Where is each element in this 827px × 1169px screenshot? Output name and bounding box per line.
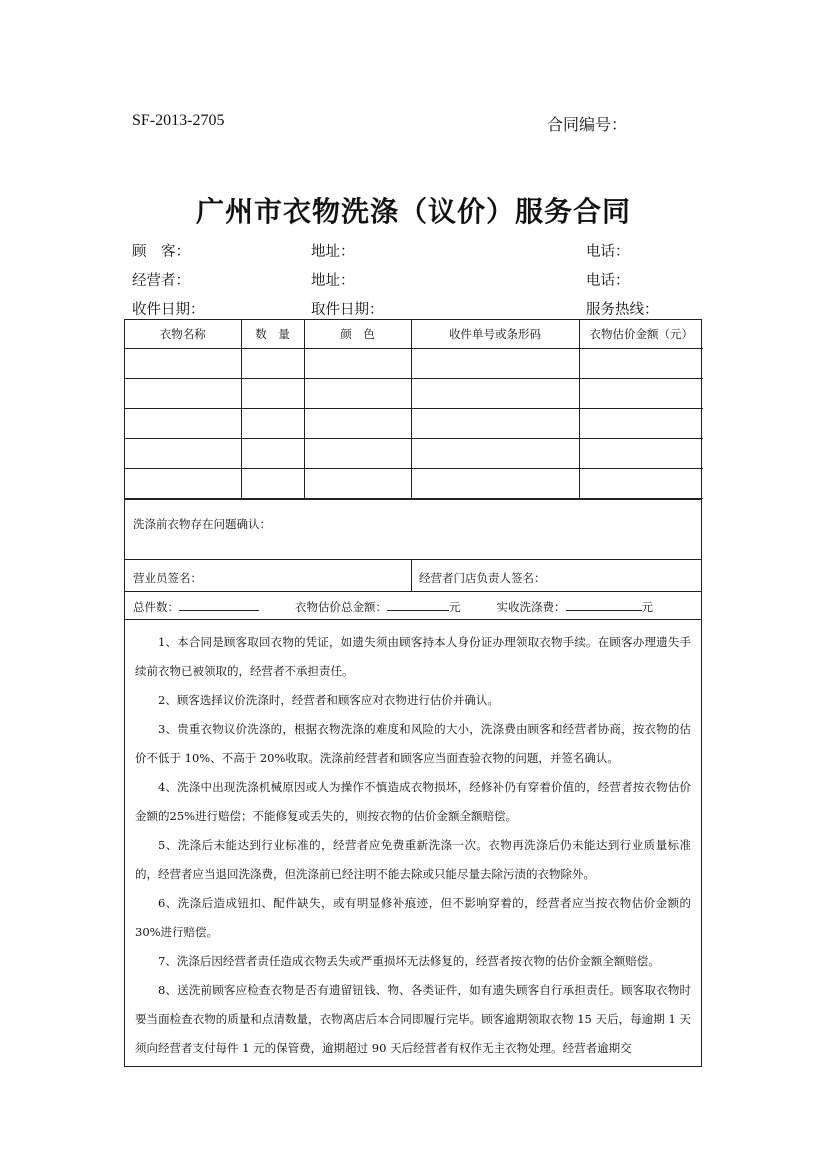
table-cell[interactable]: [125, 469, 241, 499]
table-row: [125, 469, 703, 499]
term-item: 4、洗涤中出现洗涤机械原因或人为操作不慎造成衣物损坏，经修补仍有穿着价值的，经营者按衣物估价金额的25%进行赔偿；不能修复或丢失的，则按衣物的估价金额全额赔偿。: [135, 780, 691, 823]
total-valuation-field[interactable]: [387, 598, 449, 611]
contract-form: [124, 319, 702, 1067]
customer-label: 顾 客：: [132, 244, 190, 260]
table-cell[interactable]: [304, 379, 411, 409]
clerk-signature-label: 营业员签名：: [133, 571, 202, 585]
table-cell[interactable]: [304, 439, 411, 469]
table-cell[interactable]: [304, 349, 411, 379]
table-row: [125, 439, 703, 469]
table-row: [125, 409, 703, 439]
table-cell[interactable]: [241, 409, 304, 439]
term-item: 5、洗涤后未能达到行业标准的，经营者应免费重新洗涤一次。衣物再洗涤后仍未能达到行业质量标准的，经营者应当退回洗涤费，但洗涤前已经注明不能去除或只能尽量去除污渍的衣物除外。: [135, 838, 691, 881]
table-row: [125, 379, 703, 409]
table-cell[interactable]: [241, 439, 304, 469]
total-count-field[interactable]: [179, 598, 259, 611]
table-cell[interactable]: [579, 469, 703, 499]
table-cell[interactable]: [579, 379, 703, 409]
table-cell[interactable]: [579, 439, 703, 469]
manager-signature-label: 经营者门店负责人签名：: [419, 571, 546, 585]
document-code: SF-2013-2705: [132, 112, 225, 129]
table-cell[interactable]: [125, 379, 241, 409]
pickup-date-label: 取件日期：: [311, 302, 384, 318]
header-receipt-barcode: 收件单号或条形码: [411, 320, 579, 349]
table-cell[interactable]: [304, 409, 411, 439]
table-cell[interactable]: [411, 439, 579, 469]
total-valuation-label: 衣物估价总金额：: [295, 600, 387, 614]
table-header-row: [125, 320, 703, 349]
table-cell[interactable]: [579, 409, 703, 439]
table-cell[interactable]: [411, 379, 579, 409]
table-cell[interactable]: [125, 349, 241, 379]
valuation-unit: 元: [449, 600, 461, 614]
term-item: 8、送洗前顾客应检查衣物是否有遗留钮钱、物、各类证件，如有遗失顾客自行承担责任。顾客取衣物时要当面检查衣物的质量和点清数量，衣物离店后本合同即履行完毕。顾客逾期领取衣物 15 天后，每逾期 1 天须向经营者支付每件 1 元的保管费，逾期超过 90 天后经营者有权作无主衣物处理。经营者逾期交: [135, 983, 691, 1055]
operator-label: 经营者：: [132, 273, 190, 289]
clerk-signature-field[interactable]: [125, 560, 412, 591]
customer-phone-label: 电话：: [586, 244, 630, 260]
term-item: 1、本合同是顾客取回衣物的凭证，如遗失须由顾客持本人身份证办理领取衣物手续。在顾客办理遗失手续前衣物已被领取的，经营者不承担责任。: [135, 635, 691, 678]
pre-wash-issue-label: 洗涤前衣物存在问题确认：: [133, 517, 271, 531]
header-item-name: 衣物名称: [125, 320, 241, 349]
term-item: 2、顾客选择议价洗涤时，经营者和顾客应对衣物进行估价并确认。: [158, 693, 499, 707]
term-item: 3、贵重衣物议价洗涤的，根据衣物洗涤的难度和风险的大小，洗涤费由顾客和经营者协商，按衣物的估价不低于 10%、不高于 20%收取。洗涤前经营者和顾客应当面查验衣物的问题，并签名确认。: [135, 722, 691, 765]
page-title: 广州市衣物洗涤（议价）服务合同: [195, 195, 631, 228]
header-color: 颜 色: [304, 320, 411, 349]
table-cell[interactable]: [241, 469, 304, 499]
term-item: 7、洗涤后因经营者责任造成衣物丢失或严重损坏无法修复的，经营者按衣物的估价金额全额赔偿。: [158, 954, 660, 968]
table-cell[interactable]: [411, 409, 579, 439]
header-valuation: 衣物估价金额（元）: [579, 320, 703, 349]
operator-phone-label: 电话：: [586, 273, 630, 289]
table-cell[interactable]: [411, 469, 579, 499]
table-cell[interactable]: [411, 349, 579, 379]
table-cell[interactable]: [125, 439, 241, 469]
contract-number-label: 合同编号：: [547, 115, 628, 134]
receive-date-label: 收件日期：: [132, 302, 205, 318]
table-cell[interactable]: [241, 379, 304, 409]
table-row: [125, 349, 703, 379]
fee-unit: 元: [641, 600, 653, 614]
header-quantity: 数 量: [241, 320, 304, 349]
table-cell[interactable]: [125, 409, 241, 439]
table-cell[interactable]: [579, 349, 703, 379]
table-cell[interactable]: [241, 349, 304, 379]
actual-fee-label: 实收洗涤费：: [496, 600, 566, 614]
operator-address-label: 地址：: [311, 273, 355, 289]
table-cell[interactable]: [304, 469, 411, 499]
term-item: 6、洗涤后造成钮扣、配件缺失，或有明显修补痕迹，但不影响穿着的，经营者应当按衣物估价金额的30%进行赔偿。: [135, 896, 691, 939]
customer-address-label: 地址：: [311, 244, 355, 260]
actual-fee-field[interactable]: [566, 598, 642, 611]
contract-terms: [125, 619, 701, 1066]
hotline-label: 服务热线：: [586, 302, 659, 318]
total-count-label: 总件数：: [133, 600, 179, 614]
clothing-table: [125, 320, 703, 499]
totals-section: [125, 591, 701, 619]
signature-section: [125, 559, 701, 591]
pre-wash-issue-section[interactable]: [125, 499, 701, 559]
manager-signature-field[interactable]: [412, 560, 546, 591]
